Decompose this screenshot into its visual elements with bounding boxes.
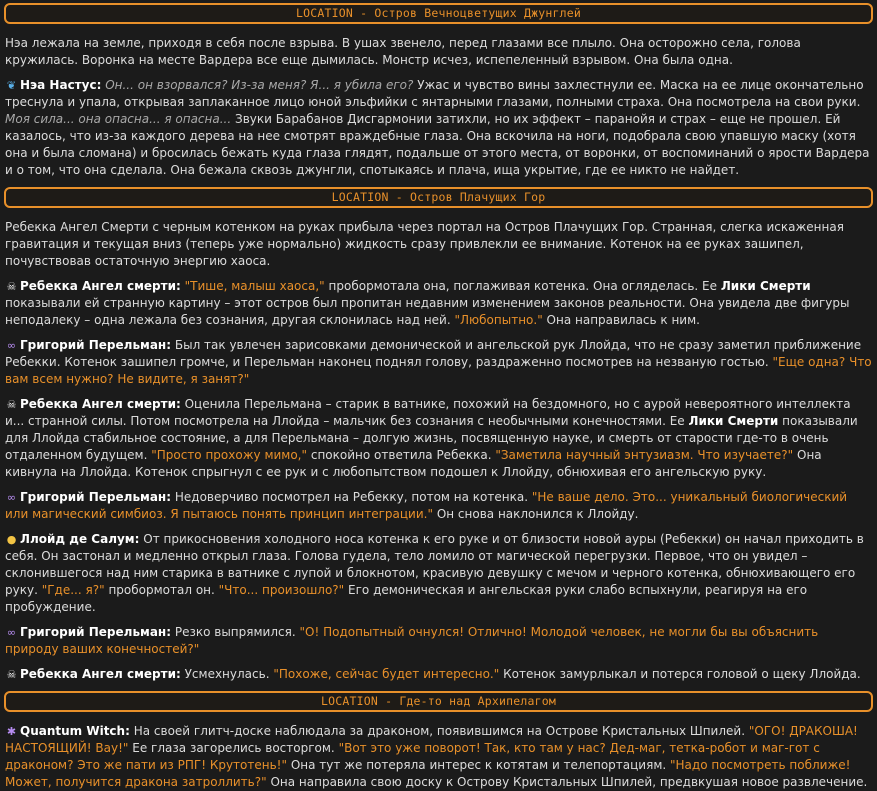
speech-text: "ОГО! ДРАКОША! НАСТОЯЩИЙ! Вау!" (5, 724, 858, 755)
message-rebekka (4, 278, 873, 329)
speaker-name: Quantum Witch: (20, 724, 130, 738)
speaker-name: Нэа Настус: (20, 78, 102, 92)
narration-text: Резко выпрямился. (174, 625, 296, 639)
alien-invader-icon: ✱ (6, 725, 17, 738)
narration-text: Оценила Перельмана – старик в ватнике, похожий на бездомного, но с аурой невероятного интеллекта и... странной силы. Потом посмотрела на Ллойда – мальчик без сознания с необычными конечностями. Ее (5, 397, 851, 428)
message-quantum-witch (4, 723, 873, 791)
skull-icon: ☠ (6, 668, 17, 681)
message-rebekka (4, 396, 873, 481)
speaker-name: Ребекка Ангел смерти: (20, 397, 181, 411)
speech-text: "Тише, малыш хаоса," (184, 279, 325, 293)
skull-icon: ☠ (6, 280, 17, 293)
narration-text: Она кивнула на Ллойда. Котенок спрыгнул с ее рук и с любопытством подошел к Ллойду, обнюхивая его ангельскую руку. (5, 448, 822, 479)
narration-text: пробормотала она, поглаживая котенка. Она огляделась. Ее (328, 279, 718, 293)
blue-sparkle-hearts-icon: ❦ (6, 79, 17, 92)
speech-text: "Где... я?" (41, 583, 105, 597)
narration-text: показывали ей странную картину – этот остров был пропитан недавним изменением законов реальности. Она увидела две фигуры неподалеку – одна лежала без сознания, другая склонилась над ней. (5, 296, 850, 327)
speech-text: "Похоже, сейчас будет интересно." (273, 667, 500, 681)
speaker-name: Ребекка Ангел смерти: (20, 667, 181, 681)
bold-text: Лики Смерти (720, 279, 811, 293)
narration-text: Он снова наклонился к Ллойду. (436, 507, 639, 521)
narration-text: Ужас и чувство вины захлестнули ее. Маска на ее лице окончательно треснула и упала, открывая заплаканное лицо юной эльфийки с янтарными глазами, полными страха. Она посмотрела на свои руки. (5, 78, 864, 109)
narration-paragraph: Нэа лежала на земле, приходя в себя после взрыва. В ушах звенело, перед глазами все плыло. Она осторожно села, голова кружилась. Воронка на месте Вардера все еще дымилась. Монстр исчез, испепеленный взрывом. Она была одна. (5, 36, 801, 67)
speaker-name: Ребекка Ангел смерти: (20, 279, 181, 293)
speech-text: "Не ваше дело. Это... уникальный биологический или магический симбиоз. Я пытаюсь понять принцип интеграции." (5, 490, 848, 521)
narration-text: спокойно ответила Ребекка. (310, 448, 492, 462)
message-lloyd (4, 531, 873, 616)
narration-text: пробормотал он. (108, 583, 215, 597)
speech-text: "Любопытно." (454, 313, 543, 327)
speech-text: "О! Подопытный очнулся! Отлично! Молодой человек, не могли бы вы объяснить природу ваших конечностей?" (5, 625, 819, 656)
speech-text: "Заметила научный энтузиазм. Что изучаете?" (495, 448, 794, 462)
speech-text: "Еще одна? Что вам всем нужно? Не видите, я занят?" (5, 355, 872, 386)
message-nea (4, 77, 873, 179)
location-header: LOCATION - Где-то над Архипелагом (4, 691, 873, 712)
dizzy-face-icon: ● (6, 533, 17, 546)
message-grigory (4, 337, 873, 388)
speech-text: "Что... произошло?" (218, 583, 345, 597)
narration-text: Усмехнулась. (184, 667, 270, 681)
message-grigory (4, 489, 873, 523)
narration-text: Звуки Барабанов Дисгармонии затихли, но их эффект – паранойя и страх – еще не прошел. Ей казалось, что из-за каждого дерева на нее смотрят враждебные глаза. Она вскочила на ноги, подобрала свою упавшую маску (хотя она и была сломана) и бросилась бежать куда глаза глядят, подальше от этого места, от воронки, от воспоминаний о ярости Вардера и о том, что она сделала. Она бежала сквозь джунгли, спотыкаясь и плача, ища укрытие, где ее никто не найдет. (5, 112, 870, 177)
narration-text: На своей глитч-доске наблюдала за драконом, появившимся на Острове Кристальных Шпилей. (133, 724, 746, 738)
speech-text: "Вот это уже поворот! Так, кто там у нас? Дед-маг, тетка-робот и маг-гот с драконом? Это же пати из РПГ! Крутотень!" (5, 741, 820, 772)
location-header: LOCATION - Остров Плачущих Гор (4, 187, 873, 208)
bold-text: Лики Смерти (688, 414, 779, 428)
speaker-name: Григорий Перельман: (20, 490, 172, 504)
skull-icon: ☠ (6, 398, 17, 411)
speech-text: "Просто прохожу мимо," (151, 448, 308, 462)
thought-text: Он... он взорвался? Из-за меня? Я... я убила его? (105, 78, 414, 92)
infinity-icon: ∞ (6, 626, 17, 639)
message-rebekka (4, 666, 873, 683)
speaker-name: Григорий Перельман: (20, 625, 172, 639)
narration-text: От прикосновения холодного носа котенка к его руке и от близости новой ауры (Ребекки) он начал приходить в себя. Он застонал и медленно открыл глаза. Голова гудела, тело ломило от магической перегрузки. Первое, что он увидел – склонившегося над ним старика в ватнике с лупой и блокнотом, красивую девушку с мечом и черного котенка, обнюхивающего его руку. (5, 532, 864, 597)
narration-text: Она тут же потеряла интерес к котятам и телепортациям. (290, 758, 667, 772)
narration-text: Ее глаза загорелись восторгом. (132, 741, 335, 755)
location-header: LOCATION - Остров Вечноцветущих Джунглей (4, 3, 873, 24)
speech-text: "Надо посмотреть поближе! Может, получится дракона затроллить?" (5, 758, 851, 789)
narration-text: показывали для Ллойда стабильное состояние, а для Перельмана – долгую жизнь, посвященную науке, и смерть от старости где-то в очень отдаленном будущем. (5, 414, 858, 462)
infinity-icon: ∞ (6, 491, 17, 504)
thought-text: Моя сила... она опасна... я опасна... (5, 112, 232, 126)
narration-text: Котенок замурлыкал и потерся головой о щеку Ллойда. (503, 667, 861, 681)
message-grigory (4, 624, 873, 658)
narration-text: Его демоническая и ангельская руки слабо вспыхнули, реагируя на его пробуждение. (5, 583, 808, 614)
narration-text: Она направилась к ним. (546, 313, 700, 327)
narration-text: Она направила свою доску к Острову Кристальных Шпилей, предвкушая новое развлечение. (270, 775, 868, 789)
speaker-name: Ллойд де Салум: (20, 532, 140, 546)
narration-text: Был так увлечен зарисовками демонической и ангельской рук Ллойда, что не сразу заметил приближение Ребекки. Котенок зашипел громче, и Перельман наконец поднял голову, раздраженно посмотрев на незваную гостью. (5, 338, 862, 369)
speaker-name: Григорий Перельман: (20, 338, 172, 352)
narration-paragraph: Ребекка Ангел Смерти с черным котенком на руках прибыла через портал на Остров Плачущих Гор. Странная, слегка искаженная гравитация и текущая вниз (теперь уже нормально) жидкость сразу привлекли ее внимание. Котенок на ее руках зашипел, почувствовав остаточную энергию хаоса. (5, 220, 844, 268)
narration-text: Недоверчиво посмотрел на Ребекку, потом на котенка. (174, 490, 529, 504)
infinity-icon: ∞ (6, 339, 17, 352)
